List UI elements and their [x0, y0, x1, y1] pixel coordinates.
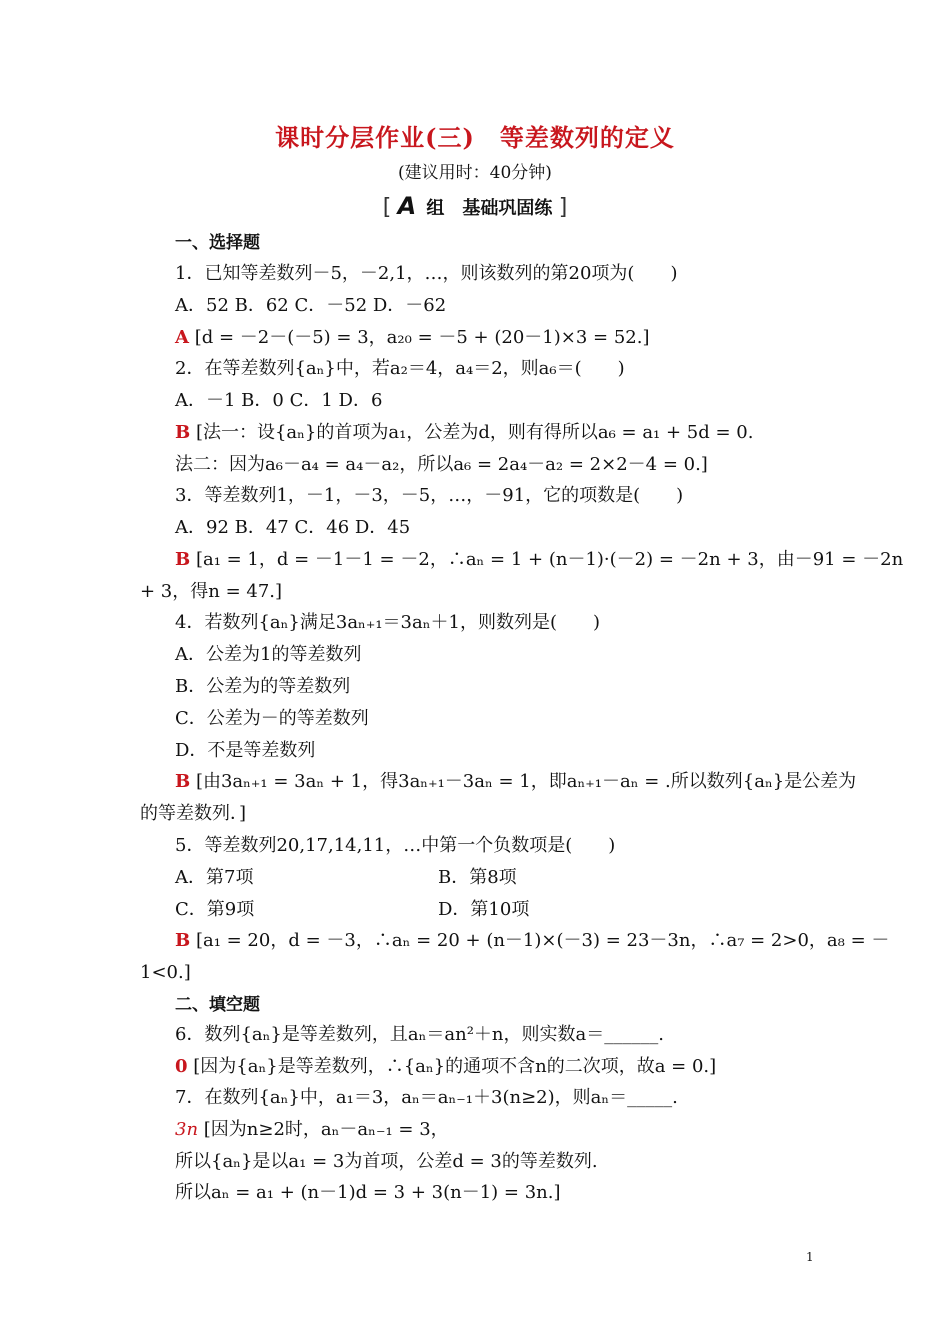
text-line [175, 422, 753, 444]
answer-key: B [175, 549, 191, 570]
line-text: 法二：因为a₆－a₄ = a₄－a₂，所以a₆ = 2a₄－a₂ = 2×2－4 = 0.] [175, 454, 708, 475]
text-line [175, 295, 446, 317]
line-text: 所以{aₙ}是以a₁ = 3为首项，公差d = 3的等差数列. [175, 1151, 598, 1172]
line-text: 7．在数列{aₙ}中，a₁＝3，aₙ＝aₙ₋₁＋3(n≥2)，则aₙ＝_____. [175, 1087, 678, 1108]
text-line [175, 899, 254, 921]
text-line [175, 549, 903, 571]
line-text: 二、填空题 [175, 995, 260, 1015]
line-text: [由3aₙ₊₁ = 3aₙ + 1，得3aₙ₊₁－3aₙ = 1，即aₙ₊₁－aₙ = .所以数列{aₙ}是公差为 [190, 771, 857, 792]
section-heading [175, 994, 260, 1016]
line-text: 1．已知等差数列－5，－2,1，…，则该数列的第20项为( ) [175, 263, 678, 284]
line-text: 3．等差数列1，－1，－3，－5，…，－91，它的项数是( ) [175, 485, 684, 506]
line-text: [因为{aₙ}是等差数列，∴{aₙ}的通项不含n的二次项，故a = 0.] [187, 1056, 717, 1077]
line-text: C．第9项 [175, 899, 255, 920]
line-text: 1<0.] [140, 962, 191, 983]
text-line [175, 930, 889, 952]
text-line [175, 1056, 716, 1078]
answer-key: 3n [175, 1119, 199, 1140]
group-letter: A [397, 192, 417, 220]
answer-key: 0 [175, 1056, 188, 1077]
text-line [175, 1182, 561, 1204]
text-line [438, 899, 529, 921]
line-text: B．第8项 [438, 867, 517, 888]
answer-key: B [175, 422, 191, 443]
line-text: 一、选择题 [175, 233, 260, 253]
line-text: 6．数列{aₙ}是等差数列，且aₙ＝an²＋n，则实数a＝______. [175, 1024, 664, 1045]
line-text: B．公差为的等差数列 [175, 676, 351, 697]
text-line [175, 517, 410, 539]
line-text: [法一：设{aₙ}的首项为a₁，公差为d，则有得所以a₆ = a₁ + 5d = 0. [190, 422, 754, 443]
line-text: + 3，得n = 47.] [140, 581, 283, 602]
line-text: A．52 B．62 C．－52 D．－62 [175, 295, 447, 316]
group-bracket-right: ] [558, 195, 568, 220]
group-bracket-left: [ [382, 195, 392, 220]
group-heading [0, 192, 950, 220]
text-line [175, 1151, 598, 1173]
text-line [175, 644, 361, 666]
text-line [140, 803, 246, 825]
line-text: A．－1 B．0 C．1 D．6 [175, 390, 383, 411]
answer-key: A [175, 327, 189, 348]
text-line [175, 1024, 664, 1046]
text-line [175, 771, 856, 793]
line-text: 5．等差数列20,17,14,11，…中第一个负数项是( ) [175, 835, 616, 856]
text-line [175, 390, 382, 412]
text-line [175, 740, 315, 762]
text-line [175, 263, 677, 285]
text-line [438, 867, 517, 889]
line-text: C．公差为－的等差数列 [175, 708, 369, 729]
line-text: 的等差数列．] [140, 803, 247, 824]
line-text: 所以aₙ = a₁ + (n－1)d = 3 + 3(n－1) = 3n.] [175, 1182, 561, 1203]
line-text: [因为n≥2时，aₙ－aₙ₋₁ = 3， [198, 1119, 449, 1140]
page-title: 课时分层作业(三) 等差数列的定义 [275, 123, 675, 152]
line-text: [a₁ = 20，d = －3，∴aₙ = 20 + (n－1)×(－3) = 23－3n，∴a₇ = 2>0，a₈ = － [190, 930, 890, 951]
text-line [175, 612, 600, 634]
group-title: 组 基础巩固练 [426, 198, 553, 219]
page-subtitle: (建议用时：40分钟) [398, 163, 552, 183]
line-text: [d = －2－(－5) = 3，a₂₀ = －5 + (20－1)×3 = 52.] [188, 327, 650, 348]
line-text: [a₁ = 1，d = －1－1 = －2，∴aₙ = 1 + (n－1)·(－2) = －2n + 3，由－91 = －2n [190, 549, 904, 570]
line-text: D．不是等差数列 [175, 740, 316, 761]
line-text: 2．在等差数列{aₙ}中，若a₂＝4，a₄＝2，则a₆＝( ) [175, 358, 625, 379]
answer-key: B [175, 930, 191, 951]
text-line [175, 867, 253, 889]
text-line [175, 835, 615, 857]
answer-key: B [175, 771, 191, 792]
text-line [140, 962, 191, 984]
text-line [175, 676, 350, 698]
line-text: A．92 B．47 C．46 D．45 [175, 517, 411, 538]
text-line [175, 485, 683, 507]
text-line [175, 708, 369, 730]
line-text: A．第7项 [175, 867, 254, 888]
page-number: 1 [806, 1250, 814, 1264]
text-line [175, 1087, 678, 1109]
text-line [175, 1119, 449, 1141]
section-heading [175, 232, 260, 254]
text-line [140, 581, 282, 603]
text-line [175, 327, 649, 349]
line-text: D．第10项 [438, 899, 530, 920]
line-text: A．公差为1的等差数列 [175, 644, 362, 665]
text-line [175, 454, 708, 476]
text-line [175, 358, 625, 380]
line-text: 4．若数列{aₙ}满足3aₙ₊₁＝3aₙ＋1，则数列是( ) [175, 612, 601, 633]
